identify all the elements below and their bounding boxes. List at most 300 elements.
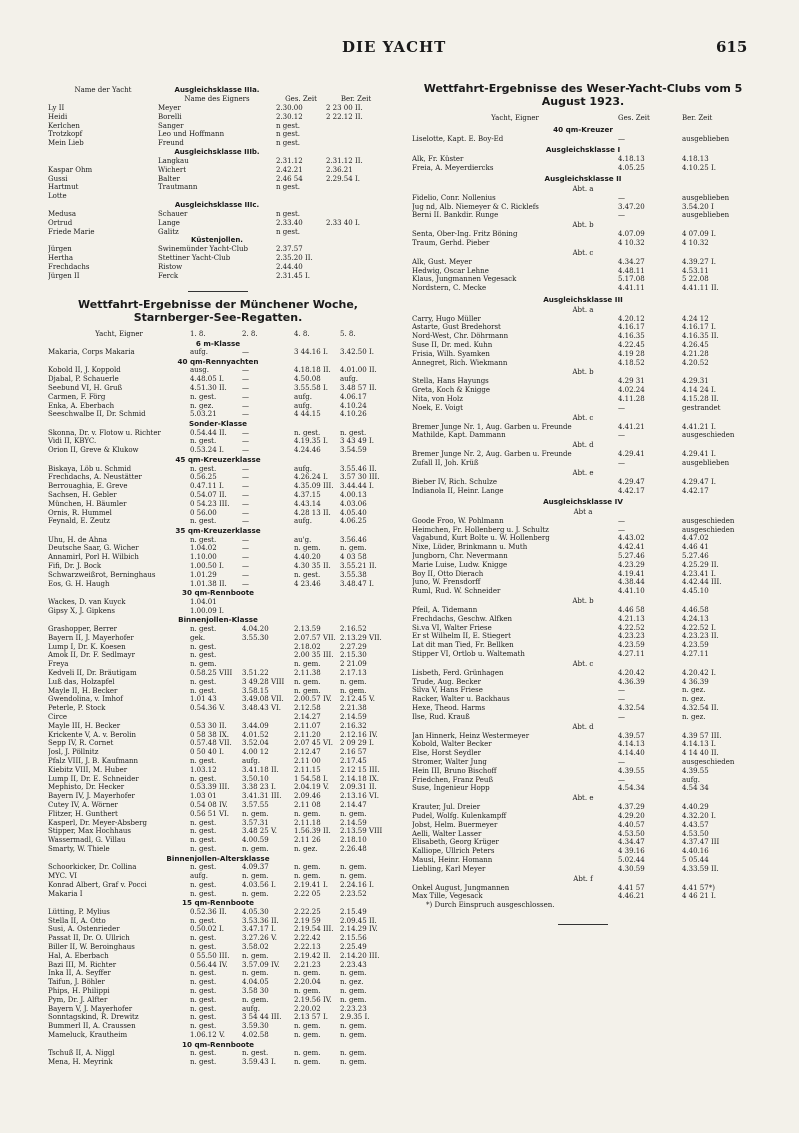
cell: — <box>242 464 249 473</box>
cell: 4.06.17 <box>340 392 367 401</box>
cell: 3.47.20 <box>618 202 645 211</box>
cell: 2.14.27 <box>294 712 321 721</box>
cell: 4.22.52 I. <box>682 623 716 632</box>
table-row <box>412 856 754 865</box>
cell: Swinemünder Yacht-Club <box>158 245 248 254</box>
cell: 1.03 01 <box>190 792 217 801</box>
cell: 0.52.36 II. <box>190 907 227 916</box>
cell: ausgeblieben <box>682 211 730 220</box>
table-row <box>48 192 388 201</box>
cell: 2.15.30 <box>340 651 367 660</box>
cell: 3 43 49 I. <box>340 437 374 446</box>
cell: 4.05.25 <box>618 163 645 172</box>
cell: n. gest. <box>190 889 217 898</box>
subsection-title: Abt. c <box>572 659 594 668</box>
table-row <box>412 686 754 695</box>
table-row <box>412 155 754 164</box>
cell: 2.20.04 <box>294 978 321 987</box>
table-row <box>412 431 754 440</box>
journal-title: DIE YACHT <box>342 38 447 56</box>
table-row <box>412 478 754 487</box>
cell: 4.09.37 <box>242 863 269 872</box>
section-title: Ausgleichsklasse IIIc. <box>174 200 260 209</box>
cell: 4.18.13 <box>682 154 709 163</box>
cell: Balter <box>158 174 180 183</box>
table-row <box>48 775 388 784</box>
cell: 4.23.23 II. <box>682 632 719 641</box>
cell: Langkau <box>158 156 189 165</box>
table-row <box>48 491 388 500</box>
cell: Elisabeth, Georg Krüger <box>412 838 499 847</box>
subsection-title: Abt. e <box>572 468 594 477</box>
cell: 3.58 30 <box>242 987 269 996</box>
table-row <box>48 739 388 748</box>
cell: 4.01.52 <box>242 730 269 739</box>
table-row <box>48 845 388 854</box>
cell: — <box>242 553 249 562</box>
table-row <box>48 272 388 281</box>
subsection-title: Abt. b <box>572 221 594 230</box>
table-row <box>48 465 388 474</box>
cell: 4.28 13 II. <box>294 508 331 517</box>
cell: 2.36.21 <box>326 165 353 174</box>
cell: Phips, H. Philippi <box>48 987 110 996</box>
table-row <box>48 348 388 357</box>
section-title: Küstenjollen. <box>191 236 243 245</box>
cell <box>276 192 326 201</box>
cell: 4.32.54 II. <box>682 703 719 712</box>
table-row <box>48 437 388 446</box>
section-header-row <box>48 236 388 245</box>
cell: gestrandet <box>682 403 721 412</box>
cell: n. gest. <box>190 464 217 473</box>
cell: Medusa <box>48 209 77 218</box>
cell: 4.32.20 I. <box>682 811 716 820</box>
table-title: Wettfahrt-Ergebnisse des Weser-Yacht-Clubs vom 5 August 1923. <box>423 82 743 108</box>
table-row <box>412 758 754 767</box>
subsection-title: Abt. f <box>573 874 593 883</box>
cell: 2.22 05 <box>294 889 321 898</box>
table-row <box>48 669 388 678</box>
cell: Jürgen <box>48 245 72 254</box>
cell: 4.41 57*) <box>682 883 715 892</box>
column-header: Ber. Zeit <box>682 114 713 122</box>
column-header <box>48 148 158 157</box>
section-title: Ausgleichsklasse III <box>543 295 623 305</box>
column-header <box>48 236 158 245</box>
table-row <box>48 1058 388 1067</box>
cell: n. gez. <box>294 844 318 853</box>
cell: 2.31.12 II. <box>326 156 363 165</box>
table-row <box>48 757 388 766</box>
cell: 2.15.56 <box>340 934 367 943</box>
table-row <box>48 687 388 696</box>
cell: — <box>242 410 249 419</box>
cell: 1.01.38 II. <box>190 579 227 588</box>
cell: 4.37.47 III <box>682 838 720 847</box>
cell: n. gest. <box>190 943 217 952</box>
cell: 3.55.58 I. <box>294 383 328 392</box>
section-title: Ausgleichsklasse II <box>544 174 622 184</box>
cell: n. gest. <box>340 428 367 437</box>
table-weser-yacht-club <box>412 82 754 925</box>
cell: 3.57 30 III. <box>340 473 380 482</box>
cell: Hedwig, Oscar Lehne <box>412 266 489 275</box>
cell: 4 44.15 <box>294 410 321 419</box>
cell: Onkel August, Jungmannen <box>412 883 510 892</box>
cell: — <box>242 535 249 544</box>
cell: 2.33 40 I. <box>326 218 360 227</box>
cell: München, H. Bäumler <box>48 499 127 508</box>
cell: Jungborn, Chr. Nevermann <box>412 552 508 560</box>
cell: — <box>242 437 249 446</box>
cell: 5.27.46 <box>682 552 709 560</box>
cell: — <box>242 570 249 579</box>
table-row <box>48 810 388 819</box>
cell: 4.05.40 <box>340 508 367 517</box>
cell <box>242 713 294 722</box>
table-row <box>48 881 388 890</box>
cell: Schauer <box>158 209 188 218</box>
cell: Frechdachs, A. Neustätter <box>48 473 142 482</box>
table-row <box>412 632 754 641</box>
table-row <box>412 732 754 741</box>
table-row <box>48 625 388 634</box>
cell: aufg. <box>294 401 312 410</box>
table-row <box>48 836 388 845</box>
subsection-title: Abt. c <box>572 413 594 422</box>
cell: 3.57.31 <box>242 818 269 827</box>
cell: 4.51.30 II. <box>190 383 227 392</box>
cell: n. gest. <box>190 686 217 695</box>
subsection-title: Abt. b <box>572 596 594 605</box>
cell: 4.39.55 <box>618 766 645 775</box>
table-row <box>412 884 754 893</box>
cell: — <box>242 508 249 517</box>
cell: 3.57.09 IV. <box>242 960 280 969</box>
section-title: Ausgleichsklasse IV <box>543 497 623 507</box>
section-title: Ausgleichsklasse IIIa. <box>174 86 260 94</box>
cell: Deutsche Saar, G. Wicher <box>48 544 139 553</box>
cell: Orion II, Greve & Klukow <box>48 446 139 455</box>
section-title: 15 qm-Rennboote <box>181 898 255 908</box>
cell: Fidelio, Conr. Nollenius <box>412 193 496 202</box>
cell: — <box>618 686 625 695</box>
cell: 4.20.52 <box>682 358 709 367</box>
subsection-title: Abt. a <box>572 305 594 314</box>
cell: 4.35.09 III. <box>294 482 334 491</box>
cell: ausgeschieden <box>682 516 735 525</box>
cell: 5.27.46 <box>618 552 645 560</box>
cell: 0.53.24 I. <box>190 446 224 455</box>
cell: Taifun, J. Böhler <box>48 978 105 987</box>
cell: 3.55.21 II. <box>340 561 377 570</box>
cell: 2.12.58 <box>294 704 321 713</box>
subsection-title: Abt. d <box>572 441 594 450</box>
cell <box>158 192 276 201</box>
cell: 4.20.42 I. <box>682 668 716 677</box>
table-row <box>412 570 754 579</box>
cell: 0.58.25 VIII <box>190 668 233 677</box>
table-row <box>48 393 388 402</box>
table-row <box>48 969 388 978</box>
cell: 0 54.23 III. <box>190 499 230 508</box>
cell: 0.53.39 III. <box>190 783 230 792</box>
cell <box>326 254 386 263</box>
cell: 2.13.59 <box>294 624 321 633</box>
cell: 2.27.29 <box>340 642 367 651</box>
cell: 2.14.18 IX. <box>340 774 379 783</box>
table-row <box>48 473 388 482</box>
cell: Friede Marie <box>48 227 95 236</box>
cell: 3.58.02 <box>242 943 269 952</box>
table-row <box>48 263 388 272</box>
table-row <box>48 819 388 828</box>
cell: n. gem. <box>340 809 367 818</box>
cell: 4.10.26 <box>340 410 367 419</box>
cell: Wassermadl, G. Villau <box>48 836 126 845</box>
cell: — <box>242 446 249 455</box>
cell: Frechdachs, Geschw. Alfken <box>412 614 513 623</box>
cell: Suse II, Dr. med. Kuhn <box>412 340 493 349</box>
cell: 2.31.12 <box>276 156 303 165</box>
column-header: Name der Yacht <box>74 86 132 94</box>
cell: 2.26.48 <box>340 844 367 853</box>
section-title: 10 qm-Rennboote <box>181 1039 255 1049</box>
cell: 5.17.08 <box>618 275 645 284</box>
table-row <box>412 749 754 758</box>
cell: Frechdachs <box>48 262 90 271</box>
cell: 2.23.43 <box>340 960 367 969</box>
cell: Amok II, Dr. F. Sedlmayr <box>48 651 135 660</box>
cell: Pudel, Wolfg. Kulenkampff <box>412 811 507 820</box>
table-row <box>412 267 754 276</box>
cell: 0.54 08 IV. <box>190 800 228 809</box>
cell: 4 23.46 <box>294 579 321 588</box>
cell: Mein Lieb <box>48 139 84 148</box>
cell: Uhu, H. de Ahna <box>48 535 108 544</box>
cell: n. gest. <box>190 535 217 544</box>
cell: 4.40.16 <box>682 847 709 856</box>
cell: 2 09 29 I. <box>340 739 374 748</box>
cell: 2.12.47 <box>294 748 321 757</box>
cell: 2.12.45 V. <box>340 695 375 704</box>
cell <box>294 598 340 607</box>
table-row <box>48 1013 388 1022</box>
table-row <box>412 359 754 368</box>
cell: 4.53.50 <box>682 829 709 838</box>
cell: 4.46 41 <box>682 543 709 552</box>
table-row <box>48 704 388 713</box>
cell: 4.38.44 <box>618 578 645 587</box>
table-row <box>48 917 388 926</box>
cell: 3 44.16 I. <box>294 348 328 357</box>
cell: 4.46.58 <box>682 605 709 614</box>
cell: 3.55.30 <box>242 633 269 642</box>
table-row <box>48 157 388 166</box>
cell: Frisia, Wilh. Syamken <box>412 349 490 358</box>
cell: 4.40.29 <box>682 803 709 812</box>
section-header-row <box>48 86 388 95</box>
cell: 2.14.20 III. <box>340 951 380 960</box>
cell: 3.55.38 <box>340 570 367 579</box>
cell: ausgeblieben <box>682 134 730 143</box>
cell: 0 58 38 IX. <box>190 730 229 739</box>
cell: 4.23.41 I. <box>682 569 716 578</box>
cell: Klaus, Jungmannen Vegesack <box>412 275 517 284</box>
cell: Senta, Ober-Ing. Fritz Böning <box>412 230 518 239</box>
cell: 2.13.29 VII. <box>340 633 382 642</box>
cell: 4.04.05 <box>242 978 269 987</box>
table-row <box>412 194 754 203</box>
cell: n. gem. <box>340 1058 367 1067</box>
table-row <box>412 203 754 212</box>
cell: n. gem. <box>294 544 321 553</box>
column-header: 4. 8. <box>294 329 310 338</box>
table-row <box>48 863 388 872</box>
cell: n. gest. <box>190 1049 217 1058</box>
table-row <box>412 821 754 830</box>
table-row <box>412 812 754 821</box>
cell: n. gest. <box>190 880 217 889</box>
cell: 4.39.55 <box>682 766 709 775</box>
cell: Schoorkicker, Dr. Collina <box>48 863 137 872</box>
cell: 4.39 57 III. <box>682 731 722 740</box>
cell: 4.02.58 <box>242 1031 269 1040</box>
cell: Indianola II, Heinr. Lange <box>412 486 504 495</box>
cell: n. gest. <box>190 916 217 925</box>
cell: Eos, G. H. Haugh <box>48 579 110 588</box>
cell: n. gem. <box>242 844 269 853</box>
cell: Kedveli II, Dr. Bräutigam <box>48 668 137 677</box>
cell: n. gest. <box>190 987 217 996</box>
table-row <box>48 1005 388 1014</box>
table-row <box>412 135 754 144</box>
cell: Trotzkopf <box>48 130 83 139</box>
cell: 4.00.59 <box>242 836 269 845</box>
table-row <box>412 641 754 650</box>
cell: n. gest. <box>190 651 217 660</box>
cell: n. gem. <box>242 871 269 880</box>
cell: 3 49.28 VIII <box>242 677 285 686</box>
cell: n. gem. <box>294 863 321 872</box>
cell: 4.23.29 <box>618 560 645 569</box>
table-row <box>48 925 388 934</box>
cell: 4.41 57 <box>618 883 645 892</box>
cell: 4.30.59 <box>618 864 645 873</box>
cell: Grashopper, Berrer <box>48 624 118 633</box>
cell: 4.20.42 <box>618 668 645 677</box>
cell: 2.13.16 VI. <box>340 792 379 801</box>
cell: 4.33.59 II. <box>682 864 719 873</box>
cell: 3.59.30 <box>242 1022 269 1031</box>
cell: n. gez. <box>340 978 364 987</box>
cell: n. gem. <box>340 686 367 695</box>
table-muenchener-woche <box>48 298 388 1067</box>
table-row <box>48 500 388 509</box>
table-row <box>48 384 388 393</box>
cell: Kaspar Ohm <box>48 165 93 174</box>
cell: n gest. <box>276 121 300 130</box>
cell: 4.04.20 <box>242 624 269 633</box>
cell: n. gem. <box>294 660 321 669</box>
cell: Luß das, Holzapfel <box>48 677 115 686</box>
table-row <box>48 678 388 687</box>
cell: 3.52.04 <box>242 739 269 748</box>
table-row <box>48 228 388 237</box>
cell: ausgeschieden <box>682 525 735 534</box>
cell: 4.15.28 II. <box>682 394 719 403</box>
cell: n. gest. <box>190 863 217 872</box>
cell: Bayern IV, J. Mayerhofer <box>48 792 135 801</box>
cell: 4.54.34 <box>618 784 645 793</box>
cell <box>326 263 386 272</box>
cell: — <box>242 401 249 410</box>
cell: Noek, E. Voigt <box>412 403 463 412</box>
cell: 3.38 23 I. <box>242 783 276 792</box>
cell: Kerlchen <box>48 121 80 130</box>
cell: n. gem. <box>242 809 269 818</box>
table-row <box>48 722 388 731</box>
subsection-title: Abt. a <box>572 184 594 193</box>
cell: 3.44.44 I. <box>340 482 374 491</box>
cell: Peterle, P. Stock <box>48 704 106 713</box>
cell: 4.14.13 I. <box>682 740 716 749</box>
cell: 4.23.59 <box>682 641 709 650</box>
table-row <box>412 450 754 459</box>
cell: 4.16.17 <box>618 323 645 332</box>
table-row <box>48 571 388 580</box>
cell: 2.37.57 <box>276 245 303 254</box>
cell: n gest. <box>276 227 300 236</box>
cell: 4.24.13 <box>682 614 709 623</box>
cell: 4.27.11 <box>618 649 645 658</box>
cell: Goode Froo, W. Pohlmann <box>412 516 504 525</box>
cell: 2.07.57 VII. <box>294 633 336 642</box>
cell: 1.04.01 <box>190 597 217 606</box>
section-title: Ausgleichsklasse IIIb. <box>174 147 260 156</box>
table-row <box>48 553 388 562</box>
table-row <box>412 543 754 552</box>
cell: n. gest. <box>190 827 217 836</box>
cell: n. gest. <box>190 1013 217 1022</box>
cell: 2.14.29 IV. <box>340 925 378 934</box>
cell: Stella, Hans Hayungs <box>412 377 489 386</box>
cell: 4.34.47 <box>618 838 645 847</box>
cell: aufg. <box>190 348 208 357</box>
cell: 4 10.32 <box>618 239 645 248</box>
cell: Stromer, Walter Jung <box>412 757 487 766</box>
cell: 1 54.58 I. <box>294 774 328 783</box>
cell: Annamirl, Porl H. Wilbich <box>48 553 139 562</box>
cell: 2.22.13 <box>294 943 321 952</box>
cell: 4 14 40 II. <box>682 749 719 758</box>
table-row <box>48 695 388 704</box>
cell: 4.46 58 <box>618 605 645 614</box>
cell: Kalliope, Ullrich Peters <box>412 847 495 856</box>
cell: Zufall II, Joh. Krüß <box>412 458 479 467</box>
cell: n. gest. <box>190 624 217 633</box>
cell: 2.19.41 I. <box>294 880 328 889</box>
cell: 4.42.17 <box>682 486 709 495</box>
cell: — <box>242 579 249 588</box>
cell: 4.00 12 <box>242 748 269 757</box>
cell: Lat dit man Tied, Fr. Bellken <box>412 641 514 650</box>
table-row <box>48 544 388 553</box>
cell: 2.09.46 <box>294 792 321 801</box>
table-row <box>48 660 388 669</box>
cell: 4.48.11 <box>618 266 645 275</box>
